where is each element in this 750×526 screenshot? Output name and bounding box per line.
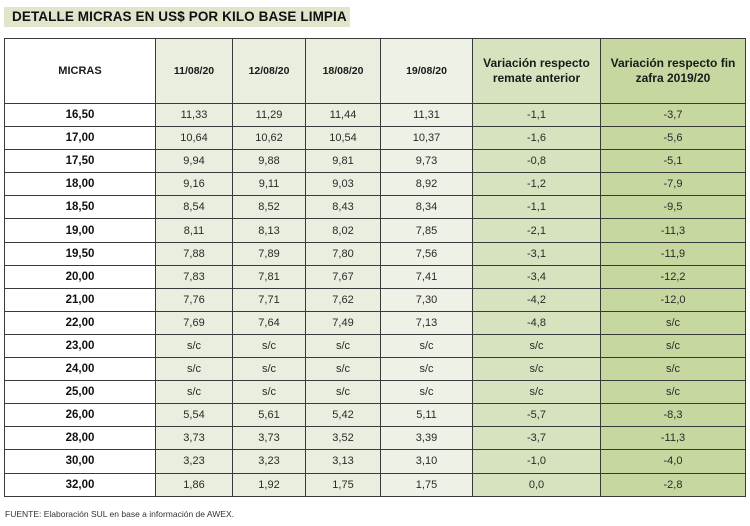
header-variation-previous-auction: Variación respecto remate anterior (473, 39, 601, 104)
table-row (5, 450, 746, 473)
source-note: FUENTE: Elaboración SUL en base a información de AWEX. (5, 509, 234, 519)
cell-variation-previous-auction: -2,1 (473, 219, 601, 242)
cell-variation-previous-auction: 0,0 (473, 473, 601, 496)
cell-variation-end-season: -5,1 (601, 150, 746, 173)
cell-variation-previous-auction: -3,7 (473, 427, 601, 450)
cell-date-3: 7,49 (306, 311, 381, 334)
table-row (5, 173, 746, 196)
cell-date-1: s/c (156, 381, 233, 404)
cell-date-1: 5,54 (156, 404, 233, 427)
cell-micras: 28,00 (5, 427, 156, 450)
cell-date-3: 8,02 (306, 219, 381, 242)
cell-micras: 18,50 (5, 196, 156, 219)
cell-date-3: 3,13 (306, 450, 381, 473)
cell-variation-previous-auction: -4,8 (473, 311, 601, 334)
cell-variation-end-season: -8,3 (601, 404, 746, 427)
table-row (5, 427, 746, 450)
cell-variation-previous-auction: -3,4 (473, 265, 601, 288)
table-row (5, 196, 746, 219)
cell-micras: 22,00 (5, 311, 156, 334)
cell-date-1: 10,64 (156, 127, 233, 150)
table-row (5, 150, 746, 173)
header-date-4: 19/08/20 (381, 39, 473, 104)
cell-variation-previous-auction: -3,1 (473, 242, 601, 265)
cell-micras: 17,50 (5, 150, 156, 173)
cell-date-3: 7,80 (306, 242, 381, 265)
cell-micras: 19,00 (5, 219, 156, 242)
cell-date-3: 3,52 (306, 427, 381, 450)
cell-micras: 16,50 (5, 104, 156, 127)
cell-date-2: 9,88 (233, 150, 306, 173)
cell-micras: 26,00 (5, 404, 156, 427)
cell-date-2: 1,92 (233, 473, 306, 496)
cell-date-2: 10,62 (233, 127, 306, 150)
cell-date-2: 8,13 (233, 219, 306, 242)
cell-micras: 19,50 (5, 242, 156, 265)
cell-date-4: 7,56 (381, 242, 473, 265)
cell-date-4: 9,73 (381, 150, 473, 173)
cell-date-1: 9,94 (156, 150, 233, 173)
cell-variation-end-season: s/c (601, 381, 746, 404)
cell-variation-previous-auction: -1,2 (473, 173, 601, 196)
table-row (5, 381, 746, 404)
cell-date-2: 3,73 (233, 427, 306, 450)
cell-variation-end-season: -9,5 (601, 196, 746, 219)
cell-date-1: s/c (156, 334, 233, 357)
table-row (5, 334, 746, 357)
table-title: DETALLE MICRAS EN US$ POR KILO BASE LIMPIA (4, 7, 350, 27)
cell-variation-end-season: -12,0 (601, 288, 746, 311)
table-row (5, 127, 746, 150)
cell-date-4: 10,37 (381, 127, 473, 150)
cell-variation-previous-auction: -1,1 (473, 196, 601, 219)
cell-date-4: 7,30 (381, 288, 473, 311)
cell-date-2: 8,52 (233, 196, 306, 219)
cell-date-1: 8,54 (156, 196, 233, 219)
table-row (5, 265, 746, 288)
cell-date-4: 3,39 (381, 427, 473, 450)
cell-micras: 25,00 (5, 381, 156, 404)
cell-date-1: 7,88 (156, 242, 233, 265)
cell-date-4: 8,34 (381, 196, 473, 219)
cell-date-2: s/c (233, 334, 306, 357)
cell-date-3: s/c (306, 358, 381, 381)
table-row (5, 219, 746, 242)
cell-date-3: 7,62 (306, 288, 381, 311)
cell-variation-end-season: s/c (601, 358, 746, 381)
cell-variation-previous-auction: -4,2 (473, 288, 601, 311)
cell-date-2: 3,23 (233, 450, 306, 473)
cell-date-1: 7,83 (156, 265, 233, 288)
cell-date-3: 5,42 (306, 404, 381, 427)
cell-date-2: 11,29 (233, 104, 306, 127)
cell-micras: 21,00 (5, 288, 156, 311)
cell-micras: 17,00 (5, 127, 156, 150)
cell-date-1: 7,69 (156, 311, 233, 334)
cell-variation-end-season: -5,6 (601, 127, 746, 150)
cell-date-3: 8,43 (306, 196, 381, 219)
micras-price-table (4, 38, 746, 497)
cell-date-2: 7,81 (233, 265, 306, 288)
cell-variation-end-season: -4,0 (601, 450, 746, 473)
cell-date-4: 7,13 (381, 311, 473, 334)
cell-variation-end-season: -12,2 (601, 265, 746, 288)
cell-date-3: 9,81 (306, 150, 381, 173)
cell-date-4: 5,11 (381, 404, 473, 427)
cell-date-3: 10,54 (306, 127, 381, 150)
cell-date-1: 8,11 (156, 219, 233, 242)
table-row (5, 242, 746, 265)
cell-date-1: 1,86 (156, 473, 233, 496)
cell-date-3: s/c (306, 381, 381, 404)
table-row (5, 104, 746, 127)
cell-variation-end-season: -11,3 (601, 219, 746, 242)
table-row (5, 473, 746, 496)
table-row (5, 311, 746, 334)
cell-date-1: 7,76 (156, 288, 233, 311)
cell-micras: 24,00 (5, 358, 156, 381)
cell-date-2: s/c (233, 358, 306, 381)
cell-variation-end-season: s/c (601, 311, 746, 334)
cell-date-2: 5,61 (233, 404, 306, 427)
cell-date-3: 9,03 (306, 173, 381, 196)
cell-variation-previous-auction: s/c (473, 334, 601, 357)
header-date-3: 18/08/20 (306, 39, 381, 104)
cell-date-4: s/c (381, 358, 473, 381)
cell-date-3: 11,44 (306, 104, 381, 127)
header-micras: MICRAS (5, 39, 156, 104)
cell-date-4: 3,10 (381, 450, 473, 473)
cell-variation-end-season: -11,3 (601, 427, 746, 450)
cell-date-3: 7,67 (306, 265, 381, 288)
cell-date-4: 7,85 (381, 219, 473, 242)
cell-variation-previous-auction: -1,1 (473, 104, 601, 127)
table-row (5, 404, 746, 427)
cell-micras: 32,00 (5, 473, 156, 496)
cell-micras: 18,00 (5, 173, 156, 196)
cell-micras: 30,00 (5, 450, 156, 473)
cell-variation-end-season: -2,8 (601, 473, 746, 496)
cell-date-3: s/c (306, 334, 381, 357)
cell-variation-previous-auction: -5,7 (473, 404, 601, 427)
cell-variation-end-season: s/c (601, 334, 746, 357)
header-variation-end-season: Variación respecto fin zafra 2019/20 (601, 39, 746, 104)
table-row (5, 288, 746, 311)
cell-date-4: 11,31 (381, 104, 473, 127)
cell-variation-previous-auction: s/c (473, 381, 601, 404)
cell-date-1: s/c (156, 358, 233, 381)
cell-date-1: 9,16 (156, 173, 233, 196)
cell-date-4: 7,41 (381, 265, 473, 288)
cell-date-2: 7,71 (233, 288, 306, 311)
cell-variation-end-season: -7,9 (601, 173, 746, 196)
table-header-row (5, 39, 746, 104)
cell-date-1: 3,23 (156, 450, 233, 473)
cell-variation-end-season: -3,7 (601, 104, 746, 127)
cell-micras: 20,00 (5, 265, 156, 288)
cell-date-1: 11,33 (156, 104, 233, 127)
cell-date-4: 1,75 (381, 473, 473, 496)
cell-date-2: s/c (233, 381, 306, 404)
cell-date-2: 9,11 (233, 173, 306, 196)
cell-micras: 23,00 (5, 334, 156, 357)
cell-variation-previous-auction: -1,6 (473, 127, 601, 150)
cell-variation-end-season: -11,9 (601, 242, 746, 265)
cell-variation-previous-auction: -1,0 (473, 450, 601, 473)
cell-date-2: 7,64 (233, 311, 306, 334)
cell-date-4: s/c (381, 334, 473, 357)
cell-date-4: 8,92 (381, 173, 473, 196)
cell-variation-previous-auction: s/c (473, 358, 601, 381)
table-body (5, 104, 746, 497)
cell-date-4: s/c (381, 381, 473, 404)
header-date-1: 11/08/20 (156, 39, 233, 104)
header-date-2: 12/08/20 (233, 39, 306, 104)
cell-date-2: 7,89 (233, 242, 306, 265)
cell-date-3: 1,75 (306, 473, 381, 496)
cell-date-1: 3,73 (156, 427, 233, 450)
cell-variation-previous-auction: -0,8 (473, 150, 601, 173)
table-row (5, 358, 746, 381)
